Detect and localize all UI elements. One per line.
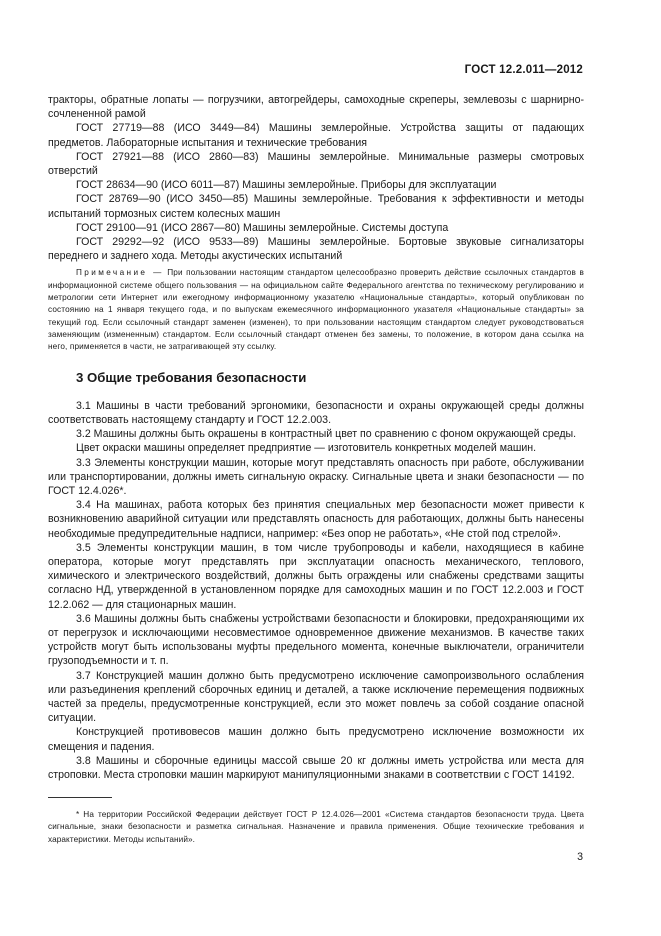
paragraph-continuation: тракторы, обратные лопаты — погрузчики, автогрейдеры, самоходные скреперы, землевозы с шарнирно-сочлененной рамой (48, 94, 584, 121)
page-number: 3 (577, 851, 583, 863)
section-title: 3 Общие требования безопасности (76, 369, 307, 385)
reference-gost-28769: ГОСТ 28769—90 (ИСО 3450—85) Машины землеройные. Требования к эффективности и методы испытаний тормозных систем колесных машин (48, 193, 584, 220)
document-code-header: ГОСТ 12.2.011—2012 (464, 64, 583, 76)
note-text: При пользовании настоящим стандартом целесообразно проверить действие ссылочных стандартов в информационной системе общего пользования — на официальном сайте Федерального агентства по техническому регулированию и метрологии сети Интернет или ежегодному информационному указателю «Национальные стандарты», который опубликован по состоянию на 1 января текущего года, и по выпускам ежемесячного информационного указателя «Национальные стандарты» за текущий год. Если ссылочный стандарт заменен (изменен), то при пользовании настоящим стандартом следует руководствоваться заменяющим (измененным) стандартом. Если ссылочный стандарт отменен без замены, то положение, в котором дана ссылка на него, применяется в части, не затрагивающей эту ссылку. (48, 268, 584, 352)
reference-gost-28634: ГОСТ 28634—90 (ИСО 6011—87) Машины землеройные. Приборы для эксплуатации (76, 179, 497, 192)
clause-3-5: 3.5 Элементы конструкции машин, в том числе трубопроводы и кабели, находящиеся в кабине оператора, которые могут представлять при эксплуатации опасность механического, теплового, химического и электрического воздействий, должны быть ограждены или снабжены средствами защиты согласно НД, утвержденной в установленном порядке для самоходных машин и по ГОСТ 12.2.003 и ГОСТ 12.2.062 — для стационарных машин. (48, 541, 584, 611)
clause-3-1: 3.1 Машины в части требований эргономики, безопасности и охраны окружающей среды должны соответствовать настоящему стандарту и ГОСТ 12.2.003. (48, 399, 584, 426)
page-content (48, 93, 584, 782)
reference-gost-29292: ГОСТ 29292—92 (ИСО 9533—89) Машины землеройные. Бортовые звуковые сигнализаторы переднего и заднего хода. Методы акустических испытаний (48, 236, 584, 263)
clause-3-3: 3.3 Элементы конструкции машин, которые могут представлять опасность при работе, обслуживании или транспортировании, должны иметь сигнальную окраску. Сигнальные цвета и знаки безопасности — по ГОСТ 12.4.026*. (48, 456, 584, 497)
clause-3-4: 3.4 На машинах, работа которых без принятия специальных мер безопасности может привести к возникновению аварийной ситуации или представлять опасность для работающих, должны быть нанесены необходимые предупредительные надписи, например: «Без опор не работать», «Не стой под стрелой». (48, 499, 584, 540)
reference-gost-27921: ГОСТ 27921—88 (ИСО 2860—83) Машины землеройные. Минимальные размеры смотровых отверстий (48, 150, 584, 178)
clause-3-7-counterweights: Конструкцией противовесов машин должно быть предусмотрено исключение возможности их смещения и падения. (48, 726, 584, 753)
note-label: Примечание — (76, 268, 164, 278)
reference-gost-29100: ГОСТ 29100—91 (ИСО 2867—80) Машины землеройные. Системы доступа (76, 221, 449, 234)
clause-3-7: 3.7 Конструкцией машин должно быть предусмотрено исключение самопроизвольного ослабления или разъединения креплений сборочных единиц и деталей, а также исключение перемещения подвижных частей за пределы, предусмотренные конструкцией, если это может повлечь за собой создание опасной ситуации. (48, 669, 584, 725)
clause-3-2-color: Цвет окраски машины определяет предприятие — изготовитель конкретных моделей машин. (76, 442, 537, 455)
reference-gost-27719: ГОСТ 27719—88 (ИСО 3449—84) Машины землеройные. Устройства защиты от падающих предметов. Лабораторные испытания и технические требования (48, 122, 584, 149)
clause-3-8: 3.8 Машины и сборочные единицы массой свыше 20 кг должны иметь устройства или места для строповки. Места строповки машин маркируют манипуляционными знаками в соответствии с ГОСТ 14192. (48, 754, 584, 781)
note-paragraph (48, 267, 584, 353)
clause-3-2: 3.2 Машины должны быть окрашены в контрастный цвет по сравнению с фоном окружающей среды. (76, 428, 577, 441)
clause-3-6: 3.6 Машины должны быть снабжены устройствами безопасности и блокировки, предохраняющими их от перегрузок и исключающими несовместимое одновременное движение механизмов. В качестве таких устройств могут быть использованы муфты предельного момента, конечные выключатели, ограничители грузоподъемности и т. п. (48, 612, 584, 668)
footnote: * На территории Российской Федерации действует ГОСТ Р 12.4.026—2001 «Система стандартов безопасности труда. Цвета сигнальные, знаки безопасности и разметка сигнальная. Назначение и правила применения. Общие технические требования и характеристики. Методы испытаний». (48, 810, 584, 844)
footnote-separator (48, 797, 112, 798)
